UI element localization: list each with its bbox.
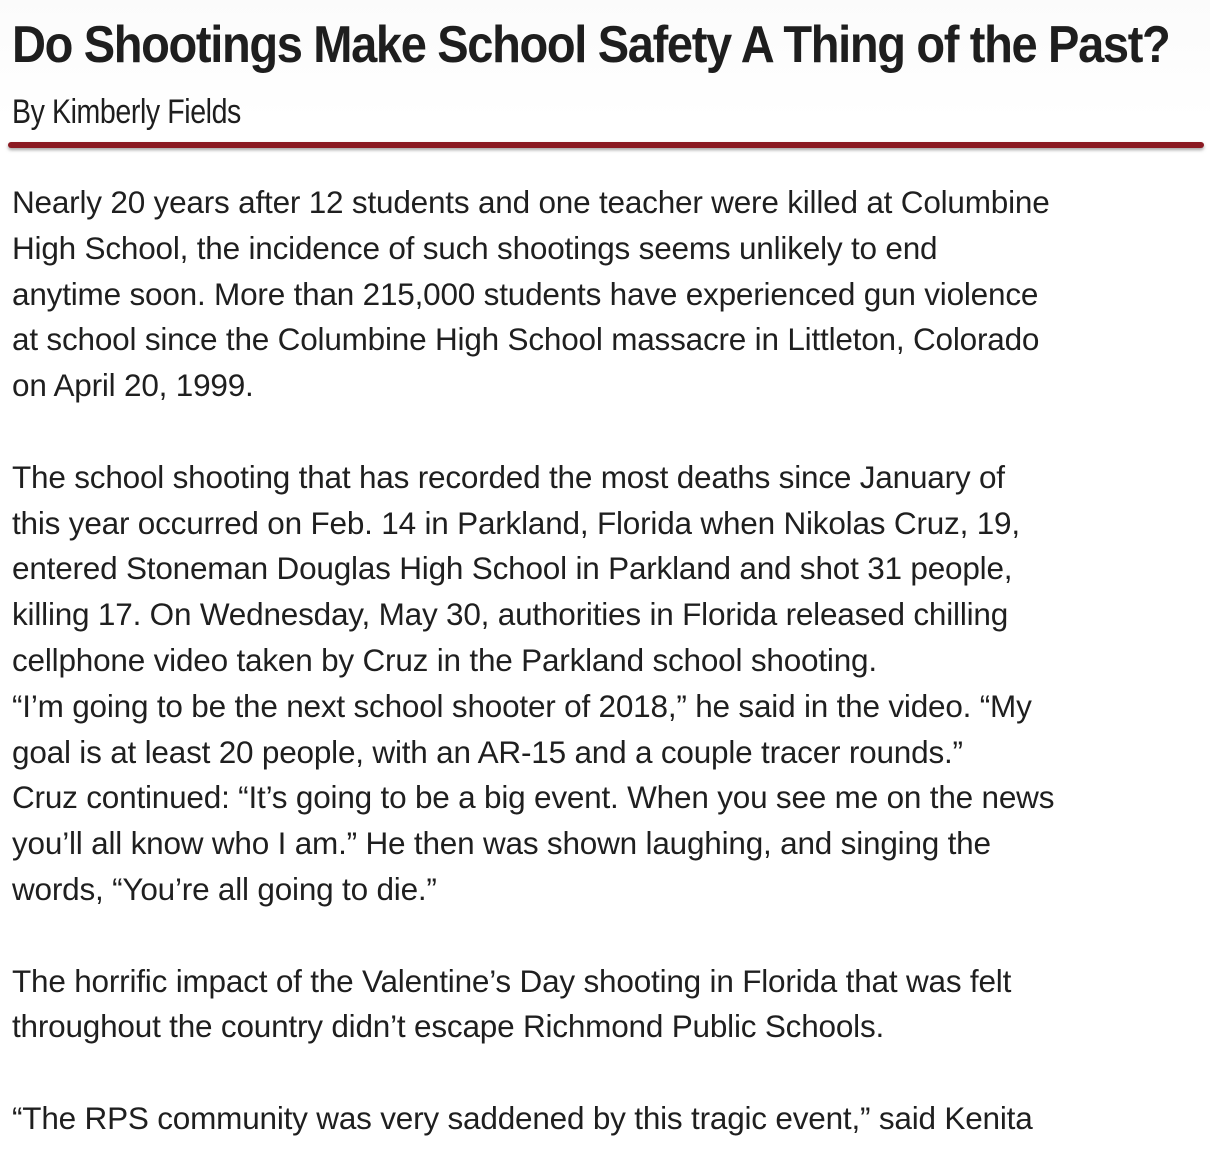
paragraph-line: on April 20, 1999. [12, 367, 254, 404]
paragraph-spacer [12, 913, 1210, 959]
paragraph-line: throughout the country didn’t escape Richmond Public Schools. [12, 1008, 885, 1045]
paragraph-line: Nearly 20 years after 12 students and one teacher were killed at Columbine [12, 184, 1050, 220]
paragraph-line: you’ll all know who I am.” He then was shown laughing, and singing the [12, 825, 991, 862]
paragraph-line: killing 17. On Wednesday, May 30, authorities in Florida released chilling [12, 596, 1009, 633]
paragraph [12, 1096, 1210, 1142]
paragraph-line: The school shooting that has recorded the most deaths since January of [12, 458, 1005, 495]
paragraph-line: cellphone video taken by Cruz in the Parkland school shooting. [12, 641, 877, 678]
paragraph-line: goal is at least 20 people, with an AR-15 and a couple tracer rounds.” [12, 733, 963, 770]
paragraph-line: High School, the incidence of such shootings seems unlikely to end [12, 229, 938, 266]
paragraph-line: words, “You’re all going to die.” [12, 870, 437, 907]
paragraph-line: The horrific impact of the Valentine’s Day shooting in Florida that was felt [12, 962, 1012, 999]
paragraph [12, 959, 1210, 1051]
headline-divider [8, 142, 1204, 148]
paragraph [12, 455, 1210, 913]
paragraph-line: this year occurred on Feb. 14 in Parkland, Florida when Nikolas Cruz, 19, [12, 504, 1020, 541]
article-byline: By Kimberly Fields [12, 93, 241, 131]
paragraph-line: Cruz continued: “It’s going to be a big event. When you see me on the news [12, 779, 1055, 816]
paragraph-spacer [12, 409, 1210, 455]
paragraph-line: anytime soon. More than 215,000 students have experienced gun violence [12, 275, 1039, 312]
paragraph-line: at school since the Columbine High School massacre in Littleton, Colorado [12, 321, 1040, 358]
paragraph [12, 180, 1210, 409]
paragraph-line: “The RPS community was very saddened by this tragic event,” said Kenita [12, 1099, 1033, 1136]
paragraph-line: entered Stoneman Douglas High School in Parkland and shot 31 people, [12, 550, 1013, 587]
paragraph-line: “I’m going to be the next school shooter of 2018,” he said in the video. “My [12, 687, 1032, 724]
paragraph-spacer [12, 1050, 1210, 1096]
article-body [12, 180, 1210, 1142]
article-headline: Do Shootings Make School Safety A Thing of the Past? [12, 16, 1170, 74]
